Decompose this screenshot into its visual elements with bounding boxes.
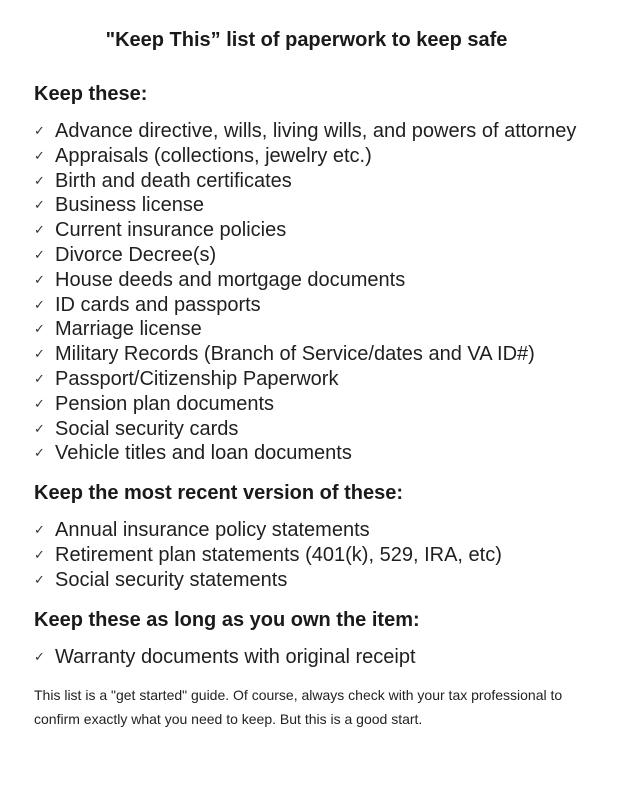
- list-item-label: Advance directive, wills, living wills, and powers of attorney: [55, 120, 577, 142]
- checklist-own-item: [34, 645, 594, 670]
- list-item: [34, 568, 594, 593]
- list-item-label: Vehicle titles and loan documents: [55, 442, 352, 465]
- check-icon: ✓: [34, 371, 45, 387]
- list-item-label: Social security statements: [55, 568, 288, 591]
- list-item: [34, 367, 594, 392]
- footnote: This list is a "get started" guide. Of course, always check with your tax professional to confirm exactly what you need to keep. But this is a good start.: [34, 687, 563, 728]
- list-item: [34, 193, 594, 218]
- checklist-keep-these: [34, 119, 594, 466]
- list-item: [34, 518, 594, 543]
- check-icon: ✓: [34, 649, 45, 665]
- section-heading-own-item: Keep these as long as you own the item:: [34, 608, 420, 631]
- section-heading-keep-these: Keep these:: [34, 83, 148, 105]
- document-page: [34, 22, 594, 745]
- list-item: [34, 218, 594, 243]
- check-icon: ✓: [34, 421, 45, 437]
- check-icon: ✓: [34, 547, 45, 563]
- list-item-label: Current insurance policies: [55, 219, 287, 242]
- check-icon: ✓: [34, 148, 45, 164]
- list-item: [34, 342, 594, 367]
- check-icon: ✓: [34, 572, 45, 588]
- checklist-most-recent: [34, 518, 594, 592]
- check-icon: ✓: [34, 223, 45, 239]
- list-item: [34, 317, 594, 342]
- check-icon: ✓: [34, 396, 45, 412]
- check-icon: ✓: [34, 247, 45, 263]
- list-item-label: Birth and death certificates: [55, 169, 292, 192]
- check-icon: ✓: [34, 446, 45, 462]
- check-icon: ✓: [34, 173, 45, 189]
- list-item: [34, 441, 594, 466]
- check-icon: ✓: [34, 523, 45, 539]
- check-icon: ✓: [34, 347, 45, 363]
- list-item: [34, 243, 594, 268]
- list-item-label: Warranty documents with original receipt: [55, 645, 416, 668]
- list-item-label: Passport/Citizenship Paperwork: [55, 367, 339, 390]
- list-item-label: Appraisals (collections, jewelry etc.): [55, 144, 372, 167]
- check-icon: ✓: [34, 322, 45, 338]
- list-item: [34, 268, 594, 293]
- list-item-label: ID cards and passports: [55, 293, 261, 316]
- list-item: [34, 293, 594, 318]
- check-icon: ✓: [34, 272, 45, 288]
- list-item-label: House deeds and mortgage documents: [55, 268, 406, 291]
- check-icon: ✓: [34, 297, 45, 313]
- list-item: [34, 392, 594, 417]
- list-item-label: Social security cards: [55, 417, 239, 440]
- list-item-label: Divorce Decree(s): [55, 243, 217, 266]
- document-title: "Keep This” list of paperwork to keep safe: [105, 29, 508, 51]
- list-item-label: Annual insurance policy statements: [55, 519, 370, 542]
- list-item: [34, 144, 594, 169]
- check-icon: ✓: [34, 198, 45, 214]
- section-heading-most-recent: Keep the most recent version of these:: [34, 482, 403, 505]
- list-item: [34, 169, 594, 194]
- list-item: [34, 417, 594, 442]
- list-item-label: Marriage license: [55, 318, 202, 341]
- list-item: [34, 119, 594, 144]
- list-item-label: Business license: [55, 194, 204, 217]
- list-item-label: Pension plan documents: [55, 392, 275, 415]
- list-item-label: Retirement plan statements (401(k), 529, IRA, etc): [55, 543, 502, 566]
- list-item: [34, 543, 594, 568]
- list-item-label: Military Records (Branch of Service/dates and VA ID#): [55, 343, 535, 366]
- list-item: [34, 645, 594, 670]
- check-icon: ✓: [34, 124, 45, 139]
